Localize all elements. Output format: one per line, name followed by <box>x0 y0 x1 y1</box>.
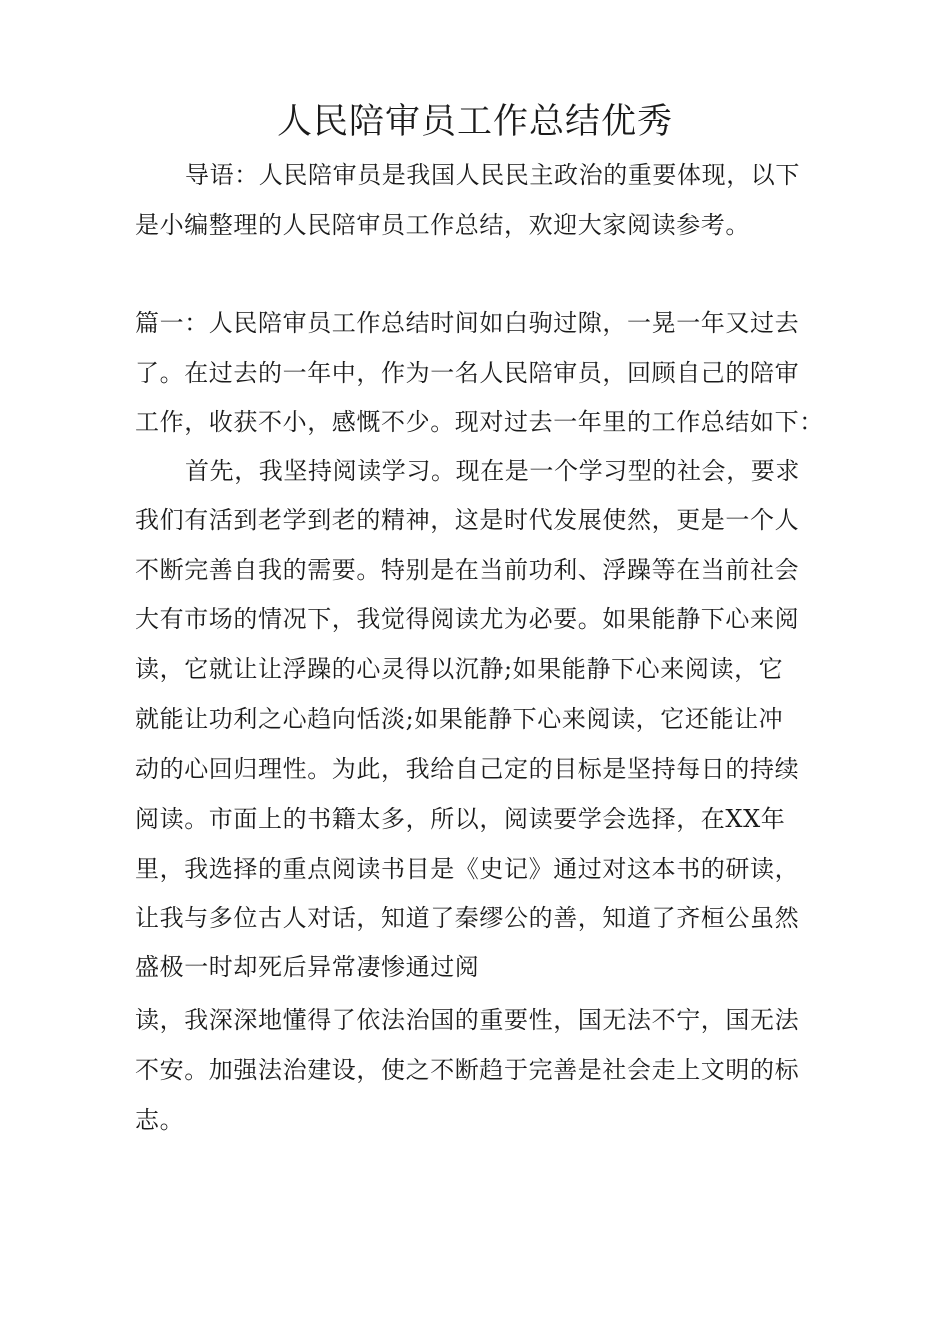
document-title: 人民陪审员工作总结优秀 <box>276 102 673 142</box>
body-line: 志。 <box>135 1106 185 1134</box>
body-line: 不断完善自我的需要。特别是在当前功利、浮躁等在当前社会 <box>135 556 800 584</box>
body-line: 就能让功利之心趋向恬淡;如果能静下心来阅读，它还能让冲 <box>135 705 784 733</box>
body-line: 让我与多位古人对话，知道了秦缪公的善，知道了齐桓公虽然 <box>135 904 800 932</box>
body-line: 里，我选择的重点阅读书目是《史记》通过对这本书的研读， <box>135 855 800 883</box>
intro-line-2: 是小编整理的人民陪审员工作总结，欢迎大家阅读参考。 <box>135 211 750 239</box>
body-line: 盛极一时却死后异常凄惨通过阅 <box>135 953 480 981</box>
body-line: 了。在过去的一年中，作为一名人民陪审员，回顾自己的陪审 <box>135 359 800 387</box>
section-heading-line-1: 篇一：人民陪审员工作总结时间如白驹过隙，一晃一年又过去 <box>135 309 800 337</box>
body-line: 工作，收获不小，感慨不少。现对过去一年里的工作总结如下： <box>135 408 824 436</box>
body-line: 大有市场的情况下，我觉得阅读尤为必要。如果能静下心来阅 <box>135 605 800 633</box>
body-line: 读，它就让让浮躁的心灵得以沉静;如果能静下心来阅读，它 <box>135 655 784 683</box>
body-line: 读，我深深地懂得了依法治国的重要性，国无法不宁，国无法 <box>135 1006 800 1034</box>
body-line: 我们有活到老学到老的精神，这是时代发展使然，更是一个人 <box>135 506 800 534</box>
body-line: 不安。加强法治建设，使之不断趋于完善是社会走上文明的标 <box>135 1056 800 1084</box>
body-line: 阅读。市面上的书籍太多，所以，阅读要学会选择，在XX年 <box>135 805 786 833</box>
body-line: 动的心回归理性。为此，我给自己定的目标是坚持每日的持续 <box>135 755 800 783</box>
paragraph-start-line: 首先，我坚持阅读学习。现在是一个学习型的社会，要求 <box>185 457 800 485</box>
intro-line-1: 导语：人民陪审员是我国人民民主政治的重要体现，以下 <box>185 161 800 189</box>
